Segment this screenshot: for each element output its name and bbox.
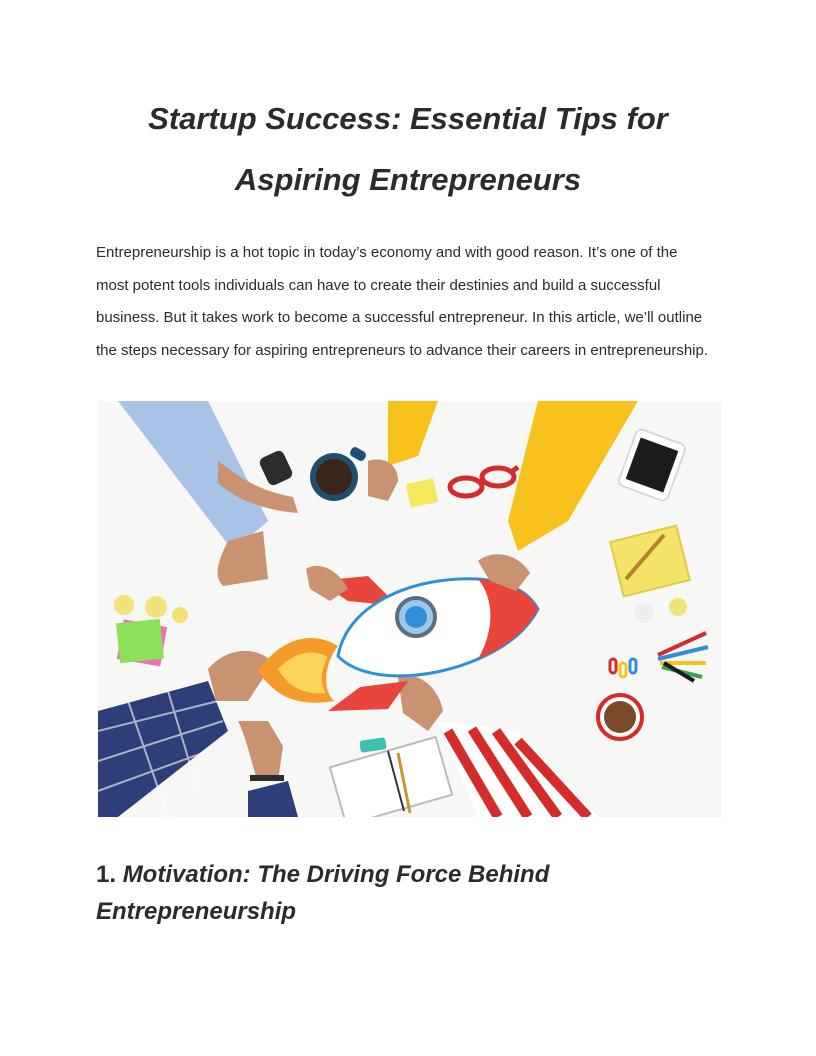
intro-line-4: the steps necessary for aspiring entrepreneurs to advance their careers in entrepreneurship.	[96, 341, 709, 359]
sticky-notes-green	[116, 619, 164, 663]
paper-ball-right	[634, 603, 654, 623]
article-title-line-2: Aspiring Entrepreneurs	[234, 162, 582, 197]
section-heading-1	[96, 856, 720, 930]
intro-line-2: most potent tools individuals can have to create their destinies and build a successful	[96, 276, 661, 294]
section-title: Motivation: The Driving Force Behind Entrepreneurship	[96, 861, 550, 925]
intro-line-3: business. But it takes work to become a successful entrepreneur. In this article, we’ll outline	[96, 309, 703, 327]
bracelet-icon	[250, 775, 284, 781]
intro-paragraph	[96, 237, 736, 367]
article-title	[96, 88, 720, 210]
article-title-line-1: Startup Success: Essential Tips for	[148, 101, 668, 136]
hero-image	[98, 401, 722, 817]
rocket-teamwork-illustration	[98, 401, 722, 817]
paper-ball-icon	[114, 595, 134, 615]
section-number: 1.	[96, 861, 117, 888]
intro-line-1: Entrepreneurship is a hot topic in today’s economy and with good reason. It’s one of the	[96, 244, 678, 261]
